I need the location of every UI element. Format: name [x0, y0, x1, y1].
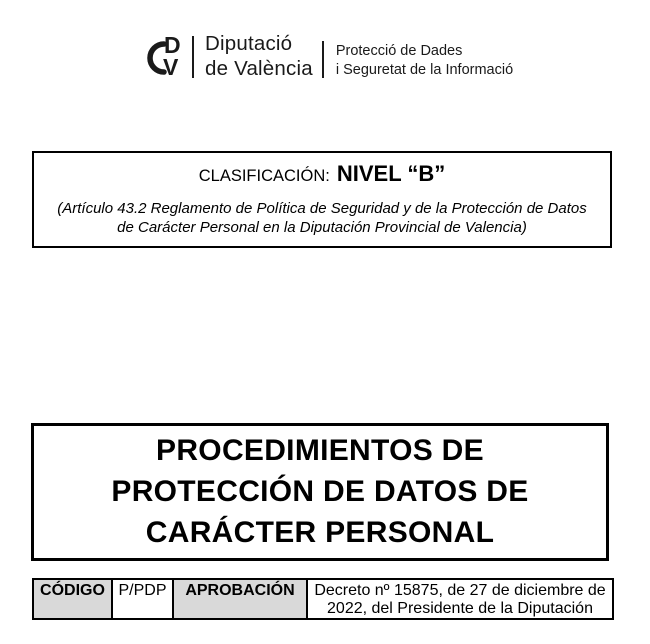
metadata-row [33, 579, 613, 619]
dept-divider-line [322, 41, 324, 78]
metadata-table [32, 578, 614, 620]
codigo-header-cell: CÓDIGO [33, 579, 112, 619]
dept-name [336, 42, 513, 80]
document-title-line1: PROCEDIMIENTOS DE [156, 434, 484, 467]
aprobacion-value-line2: 2022, del Presidente de la Diputación [327, 600, 593, 617]
aprobacion-header-cell: APROBACIÓN [173, 579, 307, 619]
logo-letter-d: D [164, 32, 181, 58]
dept-name-line2: i Seguretat de la Informació [335, 62, 514, 78]
logo-letter-v: V [163, 54, 179, 80]
aprobacion-value-line1: Decreto nº 15875, de 27 de diciembre de [314, 582, 606, 599]
dept-name-line1: Protecció de Dades [335, 43, 463, 59]
document-title-line3: CARÁCTER PERSONAL [145, 516, 495, 549]
org-name-line2: de València [205, 57, 313, 80]
classification-box [32, 151, 612, 248]
classification-line [34, 160, 610, 190]
org-brand-header [147, 27, 513, 81]
brand-divider-line [192, 36, 194, 78]
org-name-line1: Diputació [205, 32, 293, 55]
org-name [205, 31, 313, 81]
document-title-line2: PROTECCIÓN DE DATOS DE [111, 475, 529, 508]
codigo-value-cell: P/PDP [112, 579, 173, 619]
document-title-box [31, 423, 609, 561]
document-title [34, 430, 606, 553]
classification-label: CLASIFICACIÓN: [198, 167, 330, 185]
dv-logo-icon [147, 30, 185, 80]
aprobacion-value-cell [307, 579, 613, 619]
classification-subtitle-line2: de Carácter Personal en la Diputación Provincial de Valencia) [117, 219, 527, 236]
classification-subtitle-line1: (Artículo 43.2 Reglamento de Política de Seguridad y de la Protección de Datos [57, 200, 587, 217]
classification-subtitle [34, 199, 610, 237]
classification-level: NIVEL “B” [336, 161, 446, 186]
